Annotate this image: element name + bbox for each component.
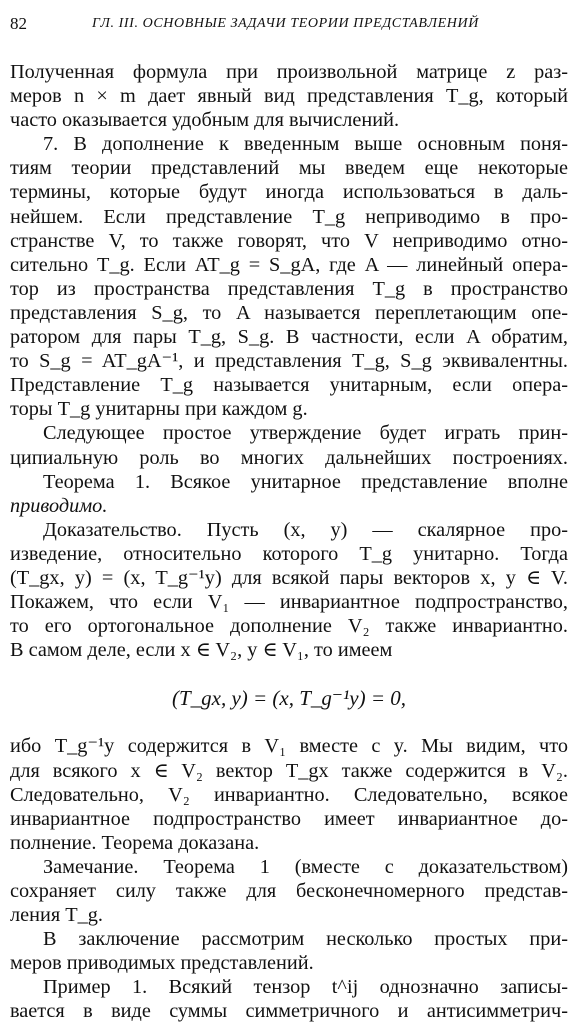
- running-head: ГЛ. III. ОСНОВНЫЕ ЗАДАЧИ ТЕОРИИ ПРЕДСТАВЛЕНИЙ: [92, 16, 479, 31]
- text-line: изведение, относительно которого T_g унитарно. Тогда: [10, 542, 568, 565]
- display-formula: (T_gx, y) = (x, T_g⁻¹y) = 0,: [171, 686, 407, 711]
- text-line: то его ортогональное дополнение V₂ также инвариантно.: [10, 615, 568, 638]
- text-line: ибо T_g⁻¹y содержится в V₁ вместе с y. Мы видим, что: [10, 735, 568, 758]
- page-number: 82: [10, 14, 27, 33]
- text-line: меров n × m дает явный вид представления T_g, который: [10, 85, 568, 108]
- text-line: вается в виде суммы симметричного и антисимметрич-: [10, 1000, 568, 1023]
- text-line: термины, которые будут иногда использоваться в даль-: [10, 181, 568, 204]
- text-line: (T_gx, y) = (x, T_g⁻¹y) для всякой пары векторов x, y ∈ V.: [10, 566, 568, 589]
- text-line: представления S_g, то A называется переплетающим опе-: [10, 301, 568, 324]
- text-line: торы T_g унитарны при каждом g.: [10, 398, 308, 421]
- text-line: сохраняет силу также для бесконечномерного представ-: [10, 880, 568, 902]
- theorem-line: Теорема 1. Всякое унитарное представление вполне: [43, 470, 568, 493]
- remark-line: Замечание. Теорема 1 (вместе с доказательством): [43, 855, 568, 878]
- text-line: Представление T_g называется унитарным, если опера-: [10, 374, 568, 397]
- text-line: нейшем. Если представление T_g неприводимо в про-: [10, 205, 568, 228]
- text-line: ления T_g.: [10, 904, 103, 927]
- text-line: 7. В дополнение к введенным выше основным поня-: [43, 133, 568, 156]
- text-line: ратором для пары T_g, S_g. В частности, если A обратим,: [10, 326, 568, 349]
- text-line: тиям теории представлений мы введем еще некоторые: [10, 157, 568, 180]
- text-line: странстве V, то также говорят, что V неприводимо отно-: [10, 229, 568, 252]
- text-line: Полученная формула при произвольной матрице z раз-: [10, 61, 568, 83]
- text-line: часто оказывается удобным для вычислений.: [10, 109, 400, 132]
- text-line: для всякого x ∈ V₂ вектор T_gx также содержится в V₂.: [10, 759, 568, 782]
- text-line: Покажем, что если V₁ — инвариантное подпространство,: [10, 591, 568, 614]
- proof-line: Доказательство. Пусть (x, y) — скалярное про-: [43, 518, 568, 541]
- text-line: Следующее простое утверждение будет играть прин-: [43, 422, 568, 445]
- text-line: сительно T_g. Если AT_g = S_gA, где A — линейный опера-: [10, 253, 568, 276]
- example-line: Пример 1. Всякий тензор t^ij однозначно записы-: [43, 976, 568, 999]
- text-line: Следовательно, V₂ инвариантно. Следовательно, всякое: [10, 783, 568, 806]
- text-line: то S_g = AT_gA⁻¹, и представления T_g, S_g эквивалентны.: [10, 350, 568, 373]
- page-body: [10, 60, 568, 1024]
- text-line: полнение. Теорема доказана.: [10, 831, 260, 854]
- text-line: меров приводимых представлений.: [10, 952, 314, 975]
- text-line: инвариантное подпространство имеет инвариантное до-: [10, 807, 568, 830]
- text-line: тор из пространства представления T_g в пространство: [10, 277, 568, 300]
- text-line: В заключение рассмотрим несколько простых при-: [43, 928, 568, 951]
- theorem-line: приводимо.: [10, 494, 108, 517]
- text-line: В самом деле, если x ∈ V₂, y ∈ V₁, то имеем: [10, 639, 393, 662]
- text-line: ципиальную роль во многих дальнейших построениях.: [10, 446, 568, 469]
